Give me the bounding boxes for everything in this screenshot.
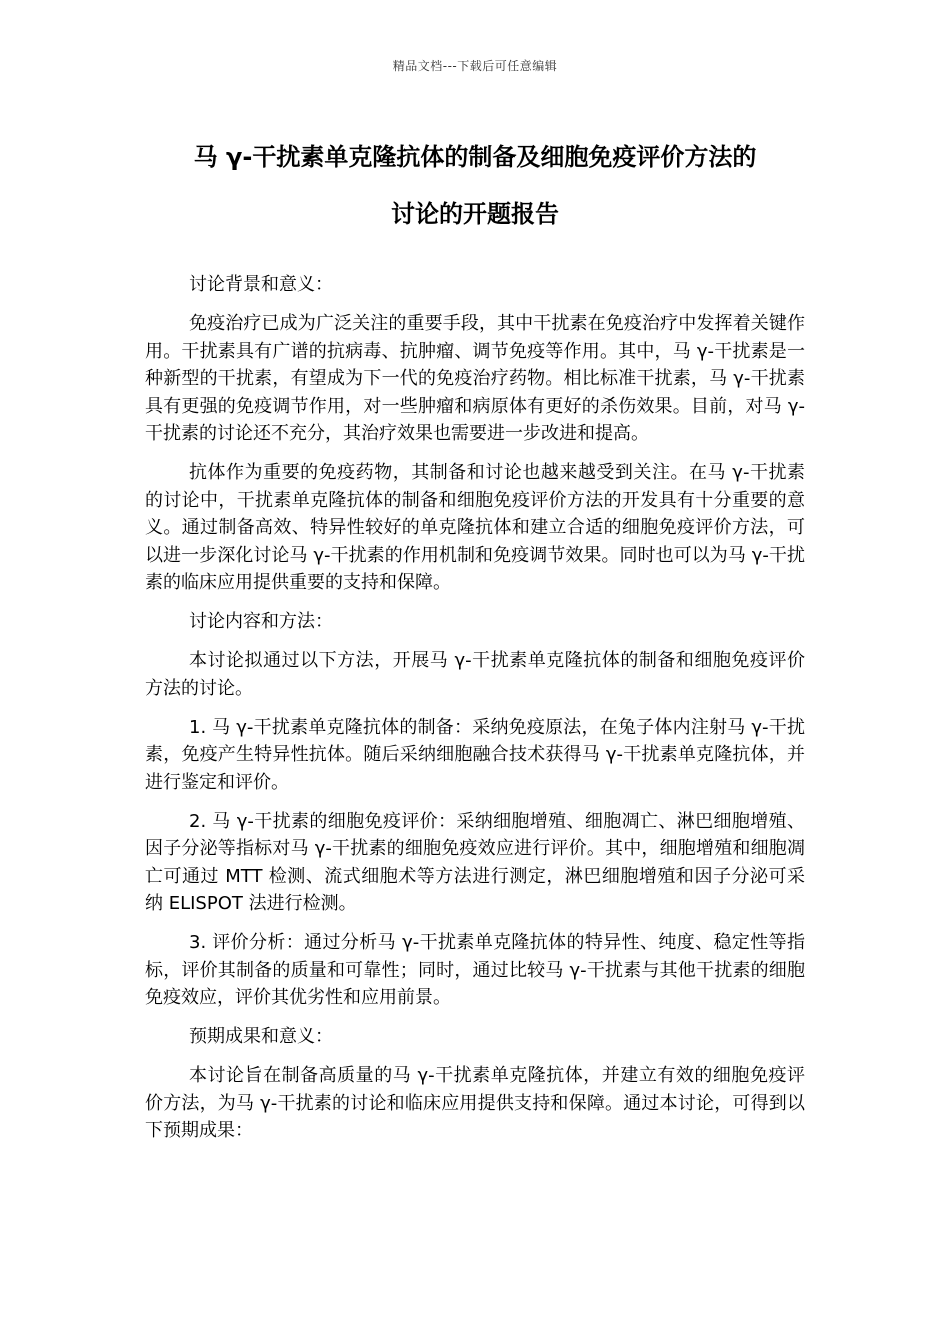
paragraph: 抗体作为重要的免疫药物，其制备和讨论也越来越受到关注。在马 γ-干扰素的讨论中，干扰素单克隆抗体的制备和细胞免疫评价方法的开发具有十分重要的意义。通过制备高效、特异性较好的单克隆抗体和建立合适的细胞免疫评价方法，可以进一步深化讨论马 γ-干扰素的作用机制和免疫调节效果。同时也可以为马 γ-干扰素的临床应用提供重要的支持和保障。	[145, 462, 805, 593]
section-heading-outcomes: 预期成果和意义：	[189, 1026, 333, 1047]
page-header: 精品文档---下载后可任意编辑	[392, 59, 558, 73]
document-title-line-1: 马 γ-干扰素单克隆抗体的制备及细胞免疫评价方法的	[193, 143, 757, 171]
document-body	[145, 271, 805, 1156]
list-item: 1. 马 γ-干扰素单克隆抗体的制备：采纳免疫原法，在兔子体内注射马 γ-干扰素，免疫产生特异性抗体。随后采纳细胞融合技术获得马 γ-干扰素单克隆抗体，并进行鉴定和评价。	[145, 716, 805, 793]
section-heading-background: 讨论背景和意义：	[189, 274, 333, 295]
list-item: 3. 评价分析：通过分析马 γ-干扰素单克隆抗体的特异性、纯度、稳定性等指标，评价其制备的质量和可靠性；同时，通过比较马 γ-干扰素与其他干扰素的细胞免疫效应，评价其优劣性和应用前景。	[145, 932, 805, 1008]
list-item: 2. 马 γ-干扰素的细胞免疫评价：采纳细胞增殖、细胞凋亡、淋巴细胞增殖、因子分泌等指标对马 γ-干扰素的细胞免疫效应进行评价。其中，细胞增殖和细胞凋亡可通过 MTT 检测、流式细胞术等方法进行测定，淋巴细胞增殖和因子分泌可采纳 ELISPOT 法进行检测。	[145, 810, 805, 914]
section-heading-methods: 讨论内容和方法：	[189, 611, 333, 632]
paragraph: 本讨论旨在制备高质量的马 γ-干扰素单克隆抗体，并建立有效的细胞免疫评价方法，为马 γ-干扰素的讨论和临床应用提供支持和保障。通过本讨论，可得到以下预期成果：	[145, 1065, 805, 1141]
paragraph: 免疫治疗已成为广泛关注的重要手段，其中干扰素在免疫治疗中发挥着关键作用。干扰素具有广谱的抗病毒、抗肿瘤、调节免疫等作用。其中，马 γ-干扰素是一种新型的干扰素，有望成为下一代的免疫治疗药物。相比标准干扰素，马 γ-干扰素具有更强的免疫调节作用，对一些肿瘤和病原体有更好的杀伤效果。目前，对马 γ-干扰素的讨论还不充分，其治疗效果也需要进一步改进和提高。	[145, 313, 805, 444]
paragraph: 本讨论拟通过以下方法，开展马 γ-干扰素单克隆抗体的制备和细胞免疫评价方法的讨论。	[145, 650, 805, 699]
document-title-line-2: 讨论的开题报告	[391, 200, 559, 228]
